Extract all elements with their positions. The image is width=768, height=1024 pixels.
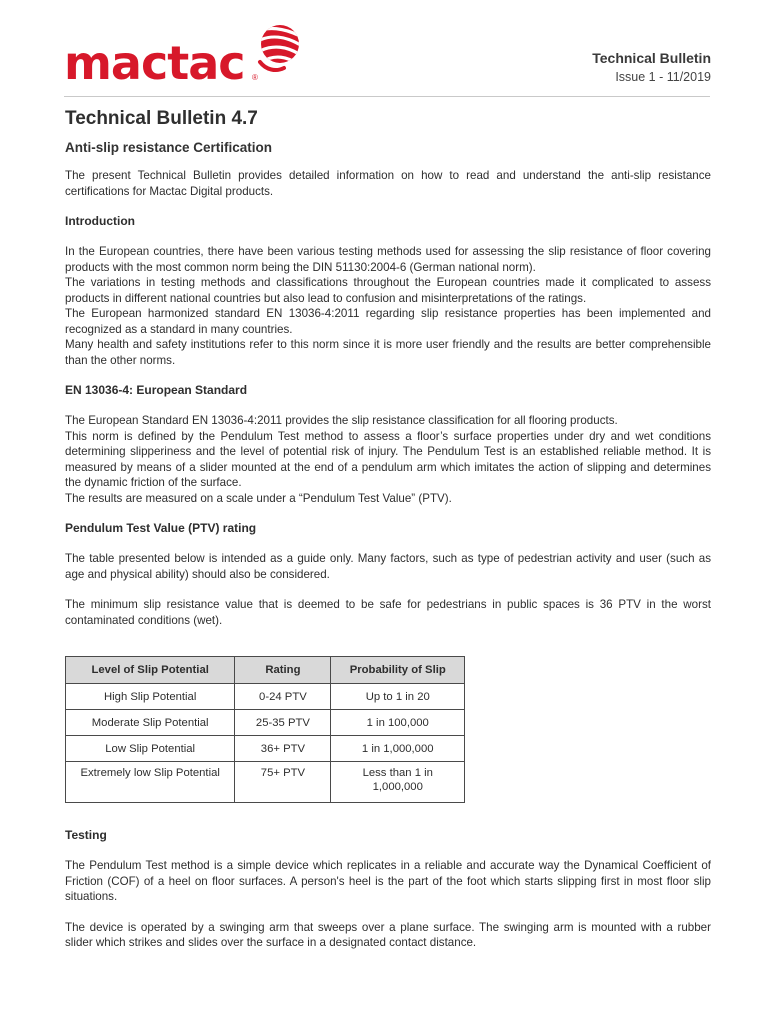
introduction-paragraph: In the European countries, there have been various testing methods used for assessing the slip resistance of floor covering products with the most common norm being the DIN 51130:2004-6 (German national norm). [65, 245, 711, 274]
en-standard-paragraph: The results are measured on a scale under a “Pendulum Test Value” (PTV). [65, 491, 452, 505]
testing-paragraph: The Pendulum Test method is a simple device which replicates in a reliable and accurate way the Dynamical Coefficient of Friction (COF) of a heel on floor surfaces. A person's heel is the part of the foot which starts slipping first in most floor slip situations. [65, 859, 711, 903]
logo-wordmark: mactac [64, 36, 245, 90]
logo-registered-mark: ® [252, 73, 258, 82]
table-header-row [66, 657, 465, 684]
table-cell: 0-24 PTV [235, 684, 331, 710]
ptv-rating-paragraph: The table presented below is intended as a guide only. Many factors, such as type of pedestrian activity and user (such as age and physical ability) should also be considered. [65, 552, 711, 581]
table-cell: Moderate Slip Potential [66, 710, 235, 736]
ptv-rating-paragraph: The minimum slip resistance value that is deemed to be safe for pedestrians in public spaces is 36 PTV in the worst contaminated conditions (wet). [65, 598, 711, 627]
table-cell: 25-35 PTV [235, 710, 331, 736]
column-header: Rating [235, 657, 331, 684]
document-body [65, 107, 711, 951]
table-row [66, 762, 465, 803]
table-cell: 36+ PTV [235, 736, 331, 762]
issue-label: Issue 1 - 11/2019 [615, 70, 711, 84]
introduction-heading: Introduction [65, 214, 135, 228]
mactac-logo [64, 22, 304, 88]
introduction-paragraph: Many health and safety institutions refer to this norm since it is more user friendly and the results are better comprehensible than the other norms. [65, 338, 711, 367]
table-row [66, 684, 465, 710]
testing-heading: Testing [65, 828, 107, 842]
document-subtitle: Anti-slip resistance Certification [65, 140, 273, 155]
table-cell: 1 in 1,000,000 [331, 736, 465, 762]
table-cell: 75+ PTV [235, 762, 331, 803]
ptv-table [65, 656, 465, 803]
header-divider [64, 96, 710, 97]
en-standard-body [65, 413, 711, 506]
table-cell: Up to 1 in 20 [331, 684, 465, 710]
column-header: Level of Slip Potential [66, 657, 235, 684]
column-header: Probability of Slip [331, 657, 465, 684]
testing-paragraph: The device is operated by a swinging arm that sweeps over a plane surface. The swinging arm is mounted with a rubber slider which strikes and slides over the surface in a designated contact distance. [65, 920, 711, 949]
intro-paragraph: The present Technical Bulletin provides detailed information on how to read and understand the anti-slip resistance certifications for Mactac Digital products. [65, 169, 711, 198]
table-cell: Extremely low Slip Potential [66, 762, 235, 803]
table-cell: Low Slip Potential [66, 736, 235, 762]
en-standard-paragraph: This norm is defined by the Pendulum Test method to assess a floor’s surface properties under dry and wet conditions determining slipperiness and the level of potential risk of injury. The Pendulum Test is an established reliable method. It is measured by means of a slider mounted at the end of a pendulum arm which imitates the action of slipping and determines the dynamic friction of the surface. [65, 429, 711, 489]
table-cell: 1 in 100,000 [331, 710, 465, 736]
table-cell: Less than 1 in 1,000,000 [331, 762, 465, 803]
logo-swirl-icon [250, 22, 302, 74]
ptv-rating-heading: Pendulum Test Value (PTV) rating [65, 521, 257, 535]
table-row [66, 736, 465, 762]
introduction-paragraph: The European harmonized standard EN 13036-4:2011 regarding slip resistance properties has been implemented and recognized as a standard in many countries. [65, 307, 711, 336]
en-standard-heading: EN 13036-4: European Standard [65, 383, 248, 397]
bulletin-label: Technical Bulletin [592, 50, 711, 66]
en-standard-paragraph: The European Standard EN 13036-4:2011 provides the slip resistance classification for all flooring products. [65, 414, 618, 427]
introduction-body [65, 244, 711, 368]
introduction-paragraph: The variations in testing methods and classifications throughout the European countries made it complicated to assess products in different national countries but also lead to confusion and misinterpretations of the ratings. [65, 276, 711, 305]
table-row [66, 710, 465, 736]
table-cell: High Slip Potential [66, 684, 235, 710]
document-title: Technical Bulletin 4.7 [65, 108, 258, 129]
